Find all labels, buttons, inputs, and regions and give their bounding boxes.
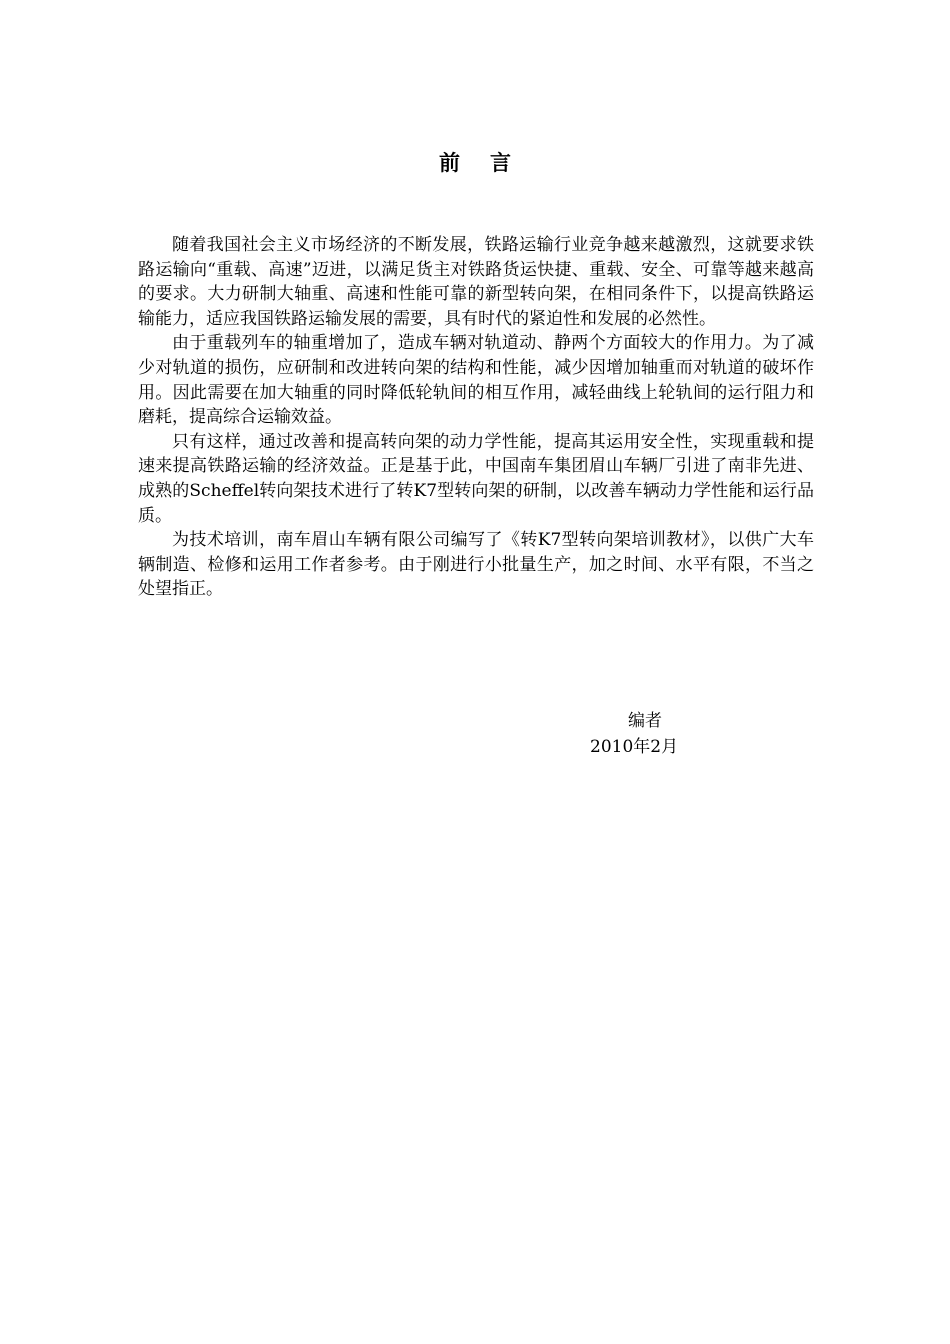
signature-date: 2010年2月 <box>590 737 679 757</box>
paragraph-3: 只有这样，通过改善和提高转向架的动力学性能，提高其运用安全性，实现重载和提速来提高铁路运输的经济效益。正是基于此，中国南车集团眉山车辆厂引进了南非先进、成熟的Scheffel转向架技术进行了转K7型转向架的研制，以改善车辆动力学性能和运行品质。 <box>138 431 814 526</box>
preface-body <box>138 233 814 602</box>
paragraph-1: 随着我国社会主义市场经济的不断发展，铁路运输行业竞争越来越激烈，这就要求铁路运输向“重载、高速”迈进，以满足货主对铁路货运快捷、重载、安全、可靠等越来越高的要求。大力研制大轴重、高速和性能可靠的新型转向架，在相同条件下，以提高铁路运输能力，适应我国铁路运输发展的需要，具有时代的紧迫性和发展的必然性。 <box>138 235 814 329</box>
signature-block <box>560 708 740 760</box>
paragraph-4: 为技术培训，南车眉山车辆有限公司编写了《转K7型转向架培训教材》，以供广大车辆制造、检修和运用工作者参考。由于刚进行小批量生产，加之时间、水平有限，不当之处望指正。 <box>138 530 814 600</box>
title-char-1: 前 <box>439 150 460 175</box>
signature-editor: 编者 <box>628 711 662 731</box>
title-char-2: 言 <box>490 150 511 175</box>
paragraph-2: 由于重载列车的轴重增加了，造成车辆对轨道动、静两个方面较大的作用力。为了减少对轨道的损伤，应研制和改进转向架的结构和性能，减少因增加轴重而对轨道的破坏作用。因此需要在加大轴重的同时降低轮轨间的相互作用，减轻曲线上轮轨间的运行阻力和磨耗，提高综合运输效益。 <box>138 333 814 428</box>
page-title <box>0 148 950 178</box>
